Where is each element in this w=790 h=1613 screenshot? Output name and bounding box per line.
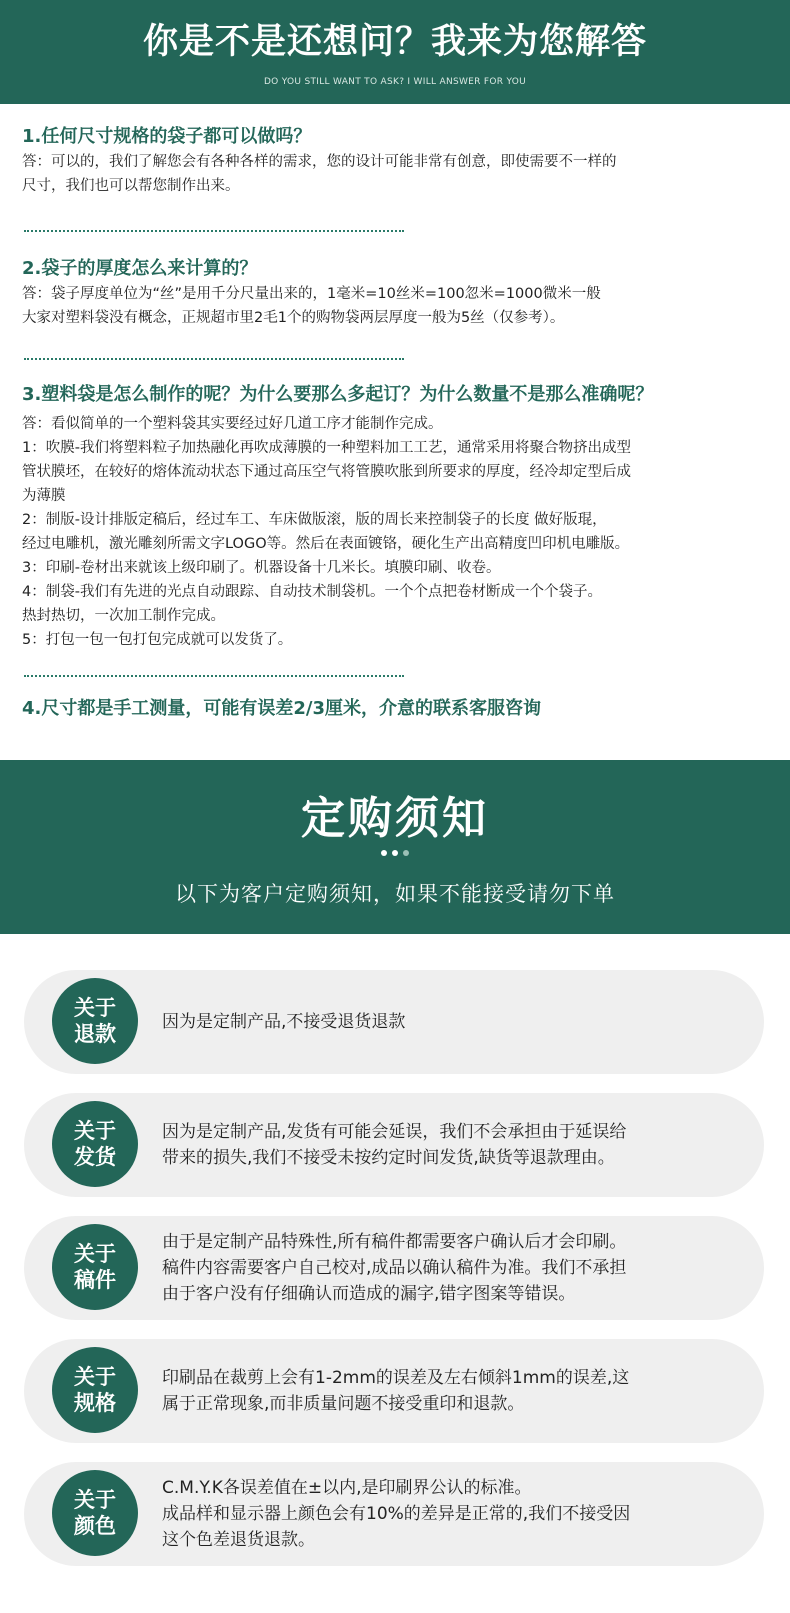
faq-answer [22,412,782,652]
notice-line: 因为是定制产品,不接受退货退款 [162,1012,406,1032]
faq-question: 3.塑料袋是怎么制作的呢？为什么要那么多起订？为什么数量不是那么准确呢？ [22,384,654,405]
dotted-divider [24,230,404,232]
notice-text [162,970,736,1074]
faq-answer-line: 答：袋子厚度单位为“丝”是用千分尺量出来的，1毫米=10丝米=100忽米=1000微米一般 [22,286,601,302]
notice-badge: 关于 规格 [52,1347,138,1433]
faq-answer-line: 1：吹膜-我们将塑料粒子加热融化再吹成薄膜的一种塑料加工工艺，通常采用将聚合物挤出成型 [22,440,631,456]
dotted-divider [24,358,404,360]
faq-item-2 [22,256,782,330]
faq-answer [22,282,782,330]
notice-badge: 关于 颜色 [52,1470,138,1556]
notice-line: 因为是定制产品,发货有可能会延误，我们不会承担由于延误给 [162,1122,627,1142]
notice-line: 印刷品在裁剪上会有1-2mm的误差及左右倾斜1mm的误差,这 [162,1368,630,1388]
faq-header-title: 你是不是还想问？我来为您解答 [142,22,647,62]
notice-text [162,1462,736,1566]
notice-badge: 关于 退款 [52,978,138,1064]
notice-card-color [24,1462,764,1566]
decorative-dots [0,850,790,858]
notice-line: 成品样和显示器上颜色会有10%的差异是正常的,我们不接受因 [162,1504,631,1524]
faq-answer-line: 大家对塑料袋没有概念，正规超市里2毛1个的购物袋两层厚度一般为5丝（仅参考）。 [22,310,565,326]
faq-question: 4.尺寸都是手工测量，可能有误差2/3厘米，介意的联系客服咨询 [22,698,541,719]
dot [381,850,387,856]
faq-question: 1.任何尺寸规格的袋子都可以做吗？ [22,126,312,147]
faq-answer-line: 2：制版-设计排版定稿后，经过车工、车床做版滚，版的周长来控制袋子的长度 做好版琨， [22,512,607,528]
notice-title: 定购须知 [301,793,489,844]
notice-line: 稿件内容需要客户自己校对,成品以确认稿件为准。我们不承担 [162,1258,627,1278]
faq-item-3 [22,382,782,652]
faq-answer-line: 热封热切，一次加工制作完成。 [22,608,225,624]
notice-line: 由于是定制产品特殊性,所有稿件都需要客户确认后才会印刷。 [162,1232,627,1252]
faq-answer-line: 尺寸，我们也可以帮您制作出来。 [22,178,240,194]
notice-line: 属于正常现象,而非质量问题不接受重印和退款。 [162,1394,525,1414]
notice-banner [0,760,790,934]
notice-line: 带来的损失,我们不接受未按约定时间发货,缺货等退款理由。 [162,1148,615,1168]
faq-answer-line: 答：看似简单的一个塑料袋其实要经过好几道工序才能制作完成。 [22,416,443,432]
notice-badge: 关于 发货 [52,1101,138,1187]
faq-answer-line: 4：制袋-我们有先进的光点自动跟踪、自动技术制袋机。一个个点把卷材断成一个个袋子。 [22,584,602,600]
faq-header-banner [0,0,790,104]
faq-item-4 [22,696,782,722]
notice-badge: 关于 稿件 [52,1224,138,1310]
faq-item-1 [22,124,782,198]
notice-subtitle: 以下为客户定购须知，如果不能接受请勿下单 [175,882,615,906]
dotted-divider [24,675,404,677]
notice-card-artwork [24,1216,764,1320]
faq-header-subtitle: DO YOU STILL WANT TO ASK? I WILL ANSWER FOR YOU [263,77,527,87]
faq-answer-line: 为薄膜 [22,488,66,504]
notice-text [162,1339,736,1443]
dot [403,850,409,856]
notice-text [162,1216,736,1320]
faq-answer [22,150,782,198]
notice-line: 这个色差退货退款。 [162,1530,315,1550]
notice-line: C.M.Y.K各误差值在±以内,是印刷界公认的标准。 [162,1478,532,1498]
notice-line: 由于客户没有仔细确认而造成的漏字,错字图案等错误。 [162,1284,576,1304]
faq-answer-line: 答：可以的，我们了解您会有各种各样的需求，您的设计可能非常有创意，即使需要不一样的 [22,154,617,170]
faq-answer-line: 3：印刷-卷材出来就该上级印刷了。机器设备十几米长。填膜印刷、收卷。 [22,560,501,576]
notice-card-specs [24,1339,764,1443]
faq-answer-line: 管状膜坯，在较好的熔体流动状态下通过高压空气将管膜吹胀到所要求的厚度，经冷却定型后成 [22,464,631,480]
dot [392,850,398,856]
faq-answer-line: 经过电雕机，激光雕刻所需文字LOGO等。然后在表面镀铬，硬化生产出高精度凹印机电雕版。 [22,536,630,552]
notice-text [162,1093,736,1197]
faq-answer-line: 5：打包一包一包打包完成就可以发货了。 [22,632,293,648]
notice-card-refund [24,970,764,1074]
notice-card-shipping [24,1093,764,1197]
faq-question: 2.袋子的厚度怎么来计算的？ [22,258,258,279]
